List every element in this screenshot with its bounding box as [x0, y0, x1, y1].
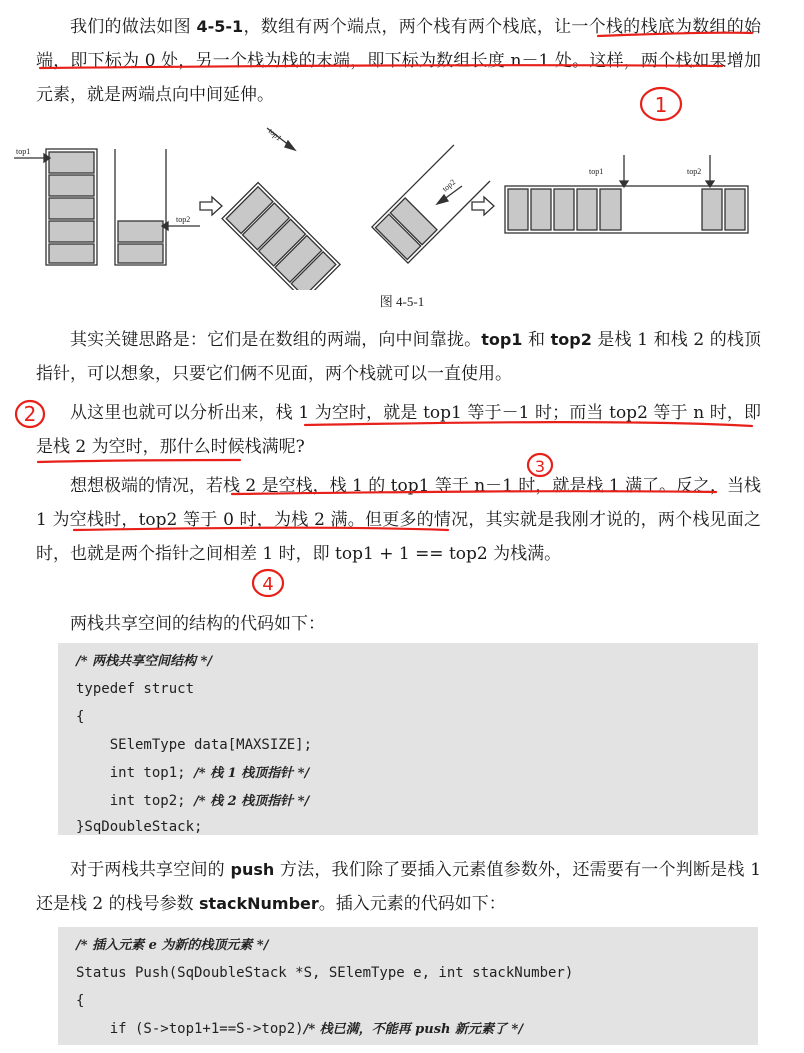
annotation-3: 3 [534, 457, 546, 476]
circle-4 [253, 570, 283, 596]
code1-line-4: SElemType data[MAXSIZE]; [76, 737, 313, 753]
p1-text-c: 。这样，两个栈如果增加元素，就是两端点向中间延伸。 [36, 51, 761, 105]
code1-line-5-comment: /* 栈 1 栈顶指针 */ [194, 766, 310, 781]
p2-text-b: 和 [522, 330, 551, 350]
label-top1-a: top1 [16, 147, 31, 156]
p4-underlined-1: 若栈 2 是空栈，栈 1 的 top1 等于 n－1 时，就是栈 1 满了 [206, 476, 660, 496]
p2-top2: top2 [550, 330, 592, 349]
p3-text-a: 从这里也就可以分析出来， [70, 403, 276, 423]
label-top2-a: top2 [176, 215, 191, 224]
p2-text-c: 是栈 1 和栈 2 的栈顶指针，可以想象，只要它们俩不见面，两个栈就可以一直使用。 [36, 330, 762, 384]
p4-underlined-2: 当栈 1 为空栈时，top2 等于 0 时，为栈 2 满 [36, 476, 762, 530]
p6-text-c: 。插入元素的代码如下： [318, 894, 506, 914]
p1-text-a: 我们的做法如图 [70, 17, 197, 37]
p1-underlined: 让一个栈的栈底为数组的始端，即下标为 0 处，另一个栈为栈的末端，即下标为数组长度 n－1 处 [36, 17, 762, 71]
code1-line-2: typedef struct [76, 681, 195, 697]
p4-text-c: 。但更多的情况，其实就是我刚才说的，两个栈见面之时，也就是两个指针之间相差 1 时，即 top1 + 1 == top2 为栈满。 [36, 510, 761, 564]
p4-text-b: 。反之， [659, 476, 728, 496]
paragraph-3 [36, 396, 761, 464]
paragraph-2 [36, 323, 761, 391]
annotation-4: 4 [262, 574, 274, 595]
code2-line-2: Status Push(SqDoubleStack *S, SElemType e, int stackNumber) [76, 965, 574, 981]
code-block-push [58, 927, 758, 1045]
p1-text-b: ，数组有两个端点，两个栈有两个栈底， [243, 17, 555, 37]
label-top2-b: top2 [440, 177, 458, 194]
annotation-1: 1 [654, 93, 668, 117]
code1-line-6-comment: /* 栈 2 栈顶指针 */ [194, 794, 310, 809]
code2-line-3: { [76, 993, 85, 1009]
code1-line-7: }SqDoubleStack; [76, 819, 203, 835]
code1-line-6: int top2; [76, 793, 195, 809]
label-top1-b: top1 [266, 126, 284, 143]
paragraph-4 [36, 469, 761, 571]
code2-line-4-comment: /* 栈已满，不能再 push 新元素了 */ [303, 1022, 524, 1037]
paragraph-6 [36, 853, 761, 921]
p6-stack-number: stackNumber [199, 894, 319, 913]
code2-comment: /* 插入元素 e 为新的栈顶元素 */ [76, 938, 269, 953]
p6-text-a: 对于两栈共享空间的 [70, 860, 231, 880]
figure-caption: 图 4-5-1 [379, 294, 425, 309]
p2-top1: top1 [481, 330, 523, 349]
code1-comment: /* 两栈共享空间结构 */ [76, 654, 213, 669]
p2-text-a: 其实关键思路是：它们是在数组的两端，向中间靠拢。 [70, 330, 482, 350]
p3-text-b: 那什么时候栈满呢? [159, 437, 305, 457]
code1-line-3: { [76, 709, 85, 725]
code2-line-4: if (S->top1+1==S->top2) [76, 1021, 304, 1037]
code-block-struct [58, 643, 758, 835]
p3-underlined: 栈 1 为空时，就是 top1 等于－1 时；而当 top2 等于 n 时，即是栈 2 为空时， [36, 403, 762, 457]
p4-text-a: 想想极端的情况， [70, 476, 206, 496]
p6-push: push [230, 860, 275, 879]
paragraph-5 [36, 607, 761, 641]
figure-ref: 4-5-1 [196, 17, 244, 36]
annotation-2: 2 [23, 402, 37, 426]
label-top2-c: top2 [687, 167, 702, 176]
code1-line-5: int top1; [76, 765, 195, 781]
p6-text-b: 方法，我们除了要插入元素值参数外，还需要有一个判断是栈 1 还是栈 2 的栈号参数 [36, 860, 762, 914]
label-top1-c: top1 [589, 167, 604, 176]
p5-text: 两栈共享空间的结构的代码如下： [70, 614, 325, 634]
figure-4-5-1 [0, 0, 804, 290]
